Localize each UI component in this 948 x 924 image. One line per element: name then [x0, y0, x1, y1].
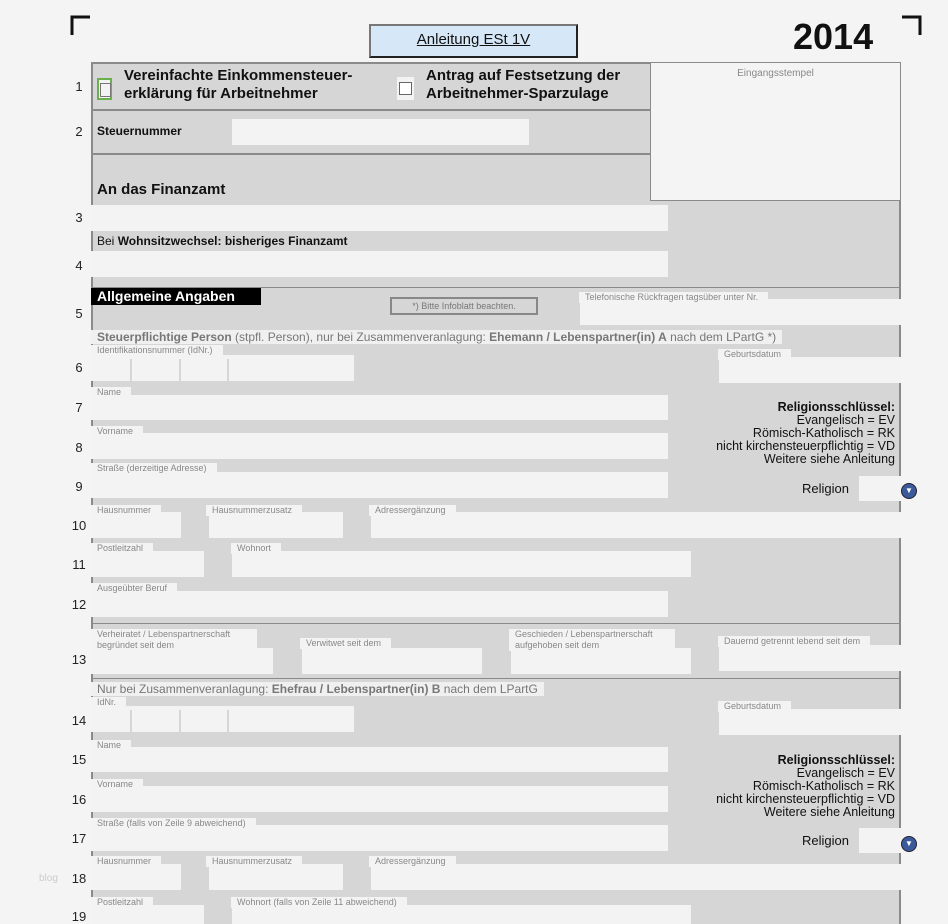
name-a-label: Name	[91, 387, 131, 398]
divorced-since-label: Geschieden / Lebenspartnerschaft aufgehoben seit dem	[509, 629, 675, 651]
row-number: 19	[71, 909, 87, 924]
row-number: 8	[75, 440, 83, 455]
watermark: blog	[39, 873, 58, 884]
row-number: 5	[75, 306, 83, 321]
row-number: 18	[71, 871, 87, 886]
street-b-label: Straße (falls von Zeile 9 abweichend)	[91, 818, 256, 829]
section-heading: Allgemeine Angaben	[91, 288, 261, 305]
address-extra-a-label: Adressergänzung	[369, 505, 456, 516]
firstname-a-input[interactable]	[91, 433, 668, 459]
occupation-a-input[interactable]	[91, 591, 668, 617]
firstname-b-label: Vorname	[91, 779, 143, 790]
separated-since-input[interactable]	[719, 645, 901, 671]
row-number: 1	[75, 79, 83, 94]
row-number: 10	[71, 518, 87, 533]
tax-office-input[interactable]	[91, 205, 668, 231]
housenumber-suffix-b-input[interactable]	[209, 864, 343, 890]
name-b-input[interactable]	[91, 747, 668, 772]
religion-key-b: Religionsschlüssel: Evangelisch = EV Römisch-Katholisch = RK nicht kirchensteuerpflichtig = VD Weitere siehe Anleitung	[716, 753, 895, 819]
checkbox-savings-bonus[interactable]	[397, 77, 414, 100]
city-b-label: Wohnort (falls von Zeile 11 abweichend)	[231, 897, 407, 908]
row-number: 17	[71, 831, 87, 846]
married-since-label: Verheiratet / Lebenspartnerschaft begründet seit dem	[91, 629, 257, 651]
infoblatt-button[interactable]: *) Bitte Infoblatt beachten.	[390, 297, 538, 315]
tax-number-label: Steuernummer	[97, 124, 182, 138]
address-extra-b-input[interactable]	[371, 864, 901, 890]
street-a-label: Straße (derzeitige Adresse)	[91, 463, 217, 474]
idnr-b-label: IdNr.	[91, 697, 126, 708]
tax-office-heading: An das Finanzamt	[97, 181, 226, 198]
name-b-label: Name	[91, 740, 131, 751]
birthdate-b-input[interactable]	[719, 709, 901, 735]
zip-a-label: Postleitzahl	[91, 543, 153, 554]
separated-since-label: Dauernd getrennt lebend seit dem	[718, 636, 870, 647]
religion-a-select[interactable]	[859, 476, 901, 501]
previous-tax-office-input[interactable]	[91, 251, 668, 277]
firstname-b-input[interactable]	[91, 786, 668, 812]
row-number: 4	[75, 258, 83, 273]
row-number: 6	[75, 360, 83, 375]
city-a-label: Wohnort	[231, 543, 281, 554]
row-number: 12	[71, 597, 87, 612]
option-savings-bonus: Antrag auf Festsetzung der Arbeitnehmer-Sparzulage	[426, 67, 621, 102]
housenumber-b-input[interactable]	[91, 864, 181, 890]
person-a-heading: Steuerpflichtige Person (stpfl. Person), nur bei Zusammenveranlagung: Ehemann / Lebenspartner(in) A nach dem LPartG *)	[91, 330, 782, 344]
married-since-input[interactable]	[91, 648, 273, 674]
birthdate-a-input[interactable]	[719, 357, 901, 383]
row-number: 16	[71, 792, 87, 807]
occupation-a-label: Ausgeübter Beruf	[91, 583, 177, 594]
widowed-since-label: Verwitwet seit dem	[300, 638, 391, 649]
zip-a-input[interactable]	[91, 551, 204, 577]
previous-tax-office-label: Bei Wohnsitzwechsel: bisheriges Finanzamt	[97, 234, 348, 248]
form-year: 2014	[793, 16, 874, 57]
firstname-a-label: Vorname	[91, 426, 143, 437]
address-extra-b-label: Adressergänzung	[369, 856, 456, 867]
housenumber-a-label: Hausnummer	[91, 505, 161, 516]
crop-mark-icon	[70, 15, 90, 35]
city-a-input[interactable]	[232, 551, 691, 577]
religion-b-select[interactable]	[859, 828, 901, 853]
row-number: 13	[71, 652, 87, 667]
phone-label: Telefonische Rückfragen tagsüber unter Nr.	[579, 292, 768, 303]
zip-b-label: Postleitzahl	[91, 897, 153, 908]
divorced-since-input[interactable]	[511, 648, 691, 674]
birthdate-b-label: Geburtsdatum	[718, 701, 791, 712]
housenumber-suffix-b-label: Hausnummerzusatz	[206, 856, 302, 867]
crop-mark-icon	[902, 15, 922, 35]
row-number: 14	[71, 713, 87, 728]
widowed-since-input[interactable]	[302, 648, 482, 674]
row-number: 9	[75, 479, 83, 494]
row-number: 11	[72, 557, 86, 572]
religion-key-a: Religionsschlüssel: Evangelisch = EV Römisch-Katholisch = RK nicht kirchensteuerpflichtig = VD Weitere siehe Anleitung	[716, 400, 895, 466]
street-a-input[interactable]	[91, 472, 668, 498]
housenumber-b-label: Hausnummer	[91, 856, 161, 867]
dropdown-arrow-icon[interactable]: ▼	[901, 836, 917, 852]
dropdown-arrow-icon[interactable]: ▼	[901, 483, 917, 499]
row-number: 2	[75, 124, 83, 139]
religion-b-label: Religion	[802, 833, 849, 848]
row-number: 15	[71, 752, 87, 767]
birthdate-a-label: Geburtsdatum	[718, 349, 791, 360]
person-b-heading: Nur bei Zusammenveranlagung: Ehefrau / Lebenspartner(in) B nach dem LPartG	[91, 682, 544, 696]
option-simplified-return: Vereinfachte Einkommensteuer- erklärung für Arbeitnehmer	[124, 67, 353, 102]
checkbox-simplified-return[interactable]	[97, 78, 112, 100]
religion-a-label: Religion	[802, 481, 849, 496]
housenumber-suffix-a-label: Hausnummerzusatz	[206, 505, 302, 516]
guide-button[interactable]: Anleitung ESt 1V	[369, 24, 578, 58]
stamp-box: Eingangsstempel	[650, 62, 901, 201]
row-number: 7	[75, 400, 83, 415]
row-number: 3	[75, 210, 83, 225]
tax-number-input[interactable]	[232, 119, 529, 145]
idnr-a-label: Identifikationsnummer (IdNr.)	[91, 345, 223, 356]
name-a-input[interactable]	[91, 395, 668, 420]
